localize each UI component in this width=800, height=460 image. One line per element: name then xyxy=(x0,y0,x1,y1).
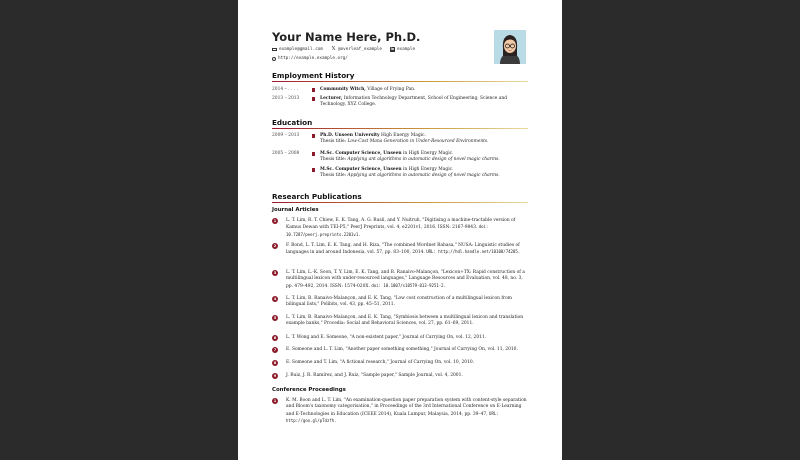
linkedin-contact[interactable] xyxy=(390,47,415,52)
entry-role: Community Witch, xyxy=(320,87,366,92)
bookmark-icon xyxy=(312,168,315,172)
linkedin-text: example xyxy=(396,47,416,52)
pub-number: 6 xyxy=(273,336,277,340)
pub-citation: L. T. Lim, L.-K. Soon, T. Y. Lim, E. K. Tang, and B. Ranaivo-Malançon, "Lexicon+TX: Rapid construction of a multilingual lexicon with under-resourced languages," Language Resources and Evaluation, vol. 48, no. 3, pp. 479–492, 2014. ISSN: 1574-020X. xyxy=(286,270,525,289)
pub-citation: K. M. Boon and L. T. Lim, "An examination-question paper preparation system with content-style separation and Bloom's taxonomy categorisation," in Proceedings of the 3rd International Conference on E-Learning and E-Technologies in Education (ICEEE 2014), Kuala Lumpur, Malaysia, 2014, pp. 39–47, xyxy=(286,398,527,417)
pub-citation: E. Someone and T. Lim, "A fictional research," Journal of Carrying On, vol. 10, 2010. xyxy=(286,360,475,365)
entry-degree: Ph.D. Unseen University xyxy=(320,133,380,138)
section-rule xyxy=(272,81,528,82)
cv-name: Your Name Here, Ph.D. xyxy=(272,30,421,44)
pub-number: 2 xyxy=(273,244,277,248)
cv-page xyxy=(238,0,562,460)
pub-citation: L. T. Lim, B. Ranaivo-Malançon, and E. K. Tang, "Symbiosis between a multilingual lexicon and translation example banks," Procedia: Social and Behavioral Sciences, vol. 27, pp. 61–69, 2011. xyxy=(286,315,524,327)
website-text: http://example.example.org/ xyxy=(278,56,348,61)
pub-number: 9 xyxy=(273,374,277,378)
thesis-title: Applying ant algorithms in automatic design of novel magic charms. xyxy=(347,157,500,163)
pub-link[interactable]: doi: 10.1007/s10579-013-9251-2. xyxy=(371,282,446,288)
pub-number: 5 xyxy=(273,316,277,320)
employment-entry xyxy=(272,87,528,94)
bookmark-icon xyxy=(312,134,315,138)
publication-item xyxy=(272,335,528,342)
entry-degree: M.Sc. Computer Science, Unseen xyxy=(320,167,402,172)
journal-articles-heading: Journal Articles xyxy=(272,207,319,213)
conference-proceedings-heading: Conference Proceedings xyxy=(272,387,346,393)
pub-link[interactable]: URL: http://goo.gl/pTdzfh. xyxy=(286,410,499,423)
education-entry xyxy=(272,167,528,181)
pub-citation: L. T. Wong and E. Someone, "A non-existent paper," Journal of Carrying On, vol. 12, 2011. xyxy=(286,335,487,340)
bookmark-icon xyxy=(312,152,315,156)
pub-citation: J. Ruiz, J. R. Ramírez, and J. Ruiz, "Sample paper," Sample Journal, vol. 4, 2001. xyxy=(286,373,463,378)
publication-item xyxy=(272,243,528,268)
thesis-label: Thesis title: xyxy=(320,173,347,179)
linkedin-icon: in xyxy=(390,47,395,51)
pub-number: 1 xyxy=(273,399,277,403)
section-rule xyxy=(272,202,528,203)
education-entry xyxy=(272,133,528,147)
pub-citation: E. Someone and L. T. Lim, "Another paper something something," Journal of Carrying On, vol. 11, 2010. xyxy=(286,347,518,352)
profile-photo xyxy=(494,30,526,64)
twitter-text: @overleaf_example xyxy=(337,47,382,52)
pub-citation: L. T. Lim, R. T. Chiew, E. K. Tang, A. G. Rusli, and Y. Nuitruh, "Digitising a machine-tractable version of Kamus Dewan with TEI-P5," PeerJ Preprints, vol. 4, e2201v1, 2016. ISSN: 2167-9843. xyxy=(286,218,516,231)
bookmark-icon xyxy=(312,97,315,101)
pub-number: 8 xyxy=(273,361,277,365)
entry-field: in High Energy Magic. xyxy=(403,167,454,172)
thesis-title: Low-Cost Mana Generation in Under-Resourced Environments. xyxy=(347,139,489,145)
contact-block xyxy=(272,45,415,63)
entry-date: 2005 – 2008 xyxy=(272,151,300,156)
pub-link[interactable]: URL: http://hdl.handle.net/10108/74285. xyxy=(426,249,521,255)
x-twitter-icon: 𝕏 xyxy=(331,46,336,52)
email-text: example@gmail.com xyxy=(279,47,323,52)
entry-field: in High Energy Magic. xyxy=(403,151,454,156)
entry-degree: M.Sc. Computer Science, Unseen xyxy=(320,151,402,156)
publication-item xyxy=(272,398,528,430)
avatar-illustration xyxy=(494,30,526,64)
publication-item xyxy=(272,218,528,238)
pub-number: 3 xyxy=(273,271,277,275)
education-entry xyxy=(272,151,528,165)
thesis-label: Thesis title: xyxy=(320,157,347,163)
envelope-icon xyxy=(272,48,277,52)
publication-item xyxy=(272,360,528,367)
employment-heading: Employment History xyxy=(272,71,355,80)
pub-citation: L. T. Lim, B. Ranaivo-Malançon, and E. K. Tang, "Low cost construction of a multilingual lexicon from bilingual lists," Polibits, vol. 43, pp. 45–51, 2011. xyxy=(286,296,512,308)
website-contact[interactable] xyxy=(272,56,348,61)
entry-role: Lecturer, xyxy=(320,96,343,101)
entry-date: 2014 – . . . . xyxy=(272,87,298,92)
pub-citation: F. Bond, L. T. Lim, E. K. Tang, and H. Riza, "The combined Wordnet Bahasa," NUSA: Linguistic studies of languages in and around Indonesia, vol. 57, pp. 83–100, 2014. xyxy=(286,243,520,256)
publication-item xyxy=(272,347,528,354)
entry-detail: Information Technology Department, School of Engineering, Science and Technology, XYZ College. xyxy=(320,96,508,108)
email-contact[interactable] xyxy=(272,47,323,52)
education-heading: Education xyxy=(272,118,313,127)
publications-heading: Research Publications xyxy=(272,192,362,201)
thesis-label: Thesis title: xyxy=(320,139,347,145)
section-rule xyxy=(272,128,528,129)
pub-number: 4 xyxy=(273,297,277,301)
thesis-title: Applying ant algorithms in automatic design of novel magic charms. xyxy=(347,173,500,179)
publication-item xyxy=(272,270,528,295)
globe-icon xyxy=(272,57,276,61)
entry-detail: Village of Frying Pan. xyxy=(367,87,416,92)
publication-item xyxy=(272,296,528,310)
bookmark-icon xyxy=(312,88,315,92)
publication-item xyxy=(272,373,528,380)
pub-number: 7 xyxy=(273,348,277,352)
entry-field: High Energy Magic. xyxy=(381,133,426,138)
entry-date: 2009 – 2013 xyxy=(272,133,300,138)
pub-number: 1 xyxy=(273,219,277,223)
pub-link[interactable]: doi: 10.7287/peerj.preprints.2201v1. xyxy=(286,224,489,237)
entry-date: 2013 – 2013 xyxy=(272,96,300,101)
employment-entry xyxy=(272,96,528,109)
twitter-contact[interactable] xyxy=(331,47,382,52)
publication-item xyxy=(272,315,528,329)
